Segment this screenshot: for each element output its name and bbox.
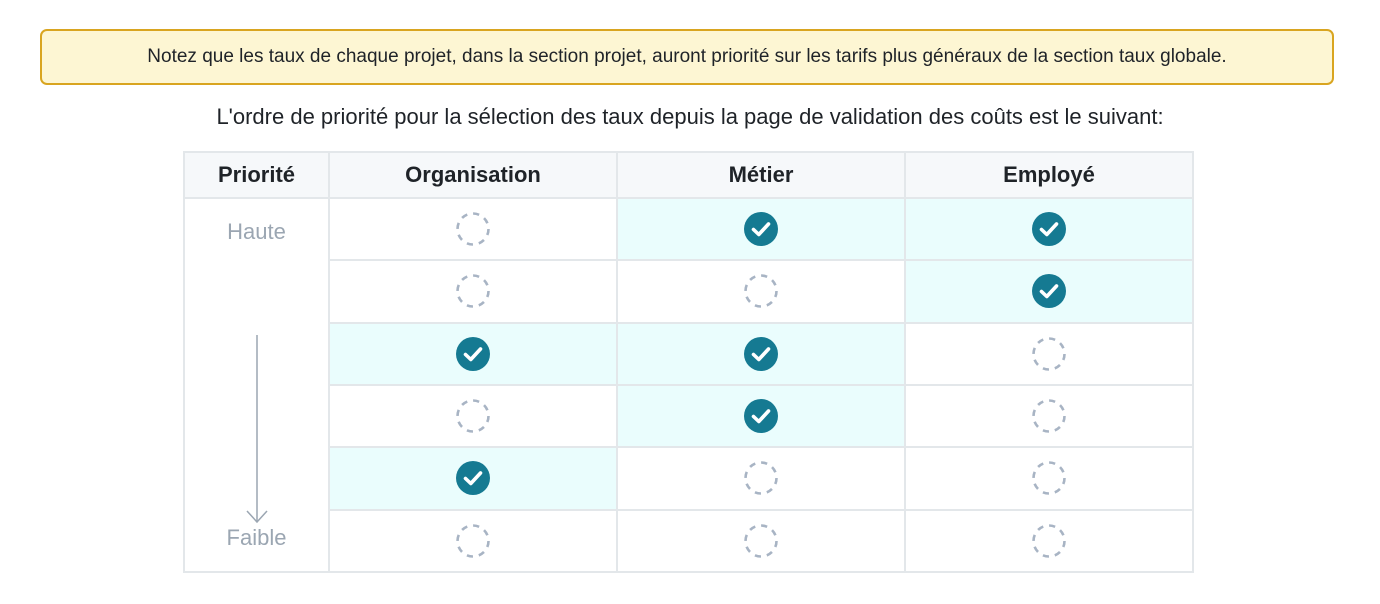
cell-employe (905, 447, 1193, 509)
header-priority: Priorité (184, 152, 329, 198)
cell-organisation (329, 447, 617, 509)
table-row (184, 510, 1193, 572)
dashed-circle-icon (743, 460, 779, 496)
table-row (184, 385, 1193, 447)
cell-metier (617, 385, 905, 447)
intro-text: L'ordre de priorité pour la sélection des taux depuis la page de validation des coûts est le suivant: (216, 104, 1164, 129)
cell-employe (905, 385, 1193, 447)
cell-metier (617, 447, 905, 509)
rate-priority-table (183, 151, 1194, 573)
cell-organisation (329, 385, 617, 447)
cell-employe (905, 198, 1193, 260)
notice-text: Notez que les taux de chaque projet, dans la section projet, auront priorité sur les tarifs plus généraux de la section taux globale. (147, 46, 1227, 67)
cell-metier (617, 198, 905, 260)
check-circle-icon (455, 336, 491, 372)
cell-employe (905, 260, 1193, 322)
dashed-circle-icon (455, 523, 491, 559)
table-row (184, 260, 1193, 322)
priority-column (184, 198, 329, 572)
header-employe: Employé (905, 152, 1193, 198)
arrow-down-icon (185, 335, 328, 525)
check-circle-icon (1031, 273, 1067, 309)
dashed-circle-icon (1031, 336, 1067, 372)
cell-organisation (329, 510, 617, 572)
cell-organisation (329, 323, 617, 385)
check-circle-icon (1031, 211, 1067, 247)
cell-metier (617, 510, 905, 572)
dashed-circle-icon (455, 211, 491, 247)
cell-organisation (329, 260, 617, 322)
cell-metier (617, 260, 905, 322)
header-organisation: Organisation (329, 152, 617, 198)
dashed-circle-icon (743, 273, 779, 309)
header-metier: Métier (617, 152, 905, 198)
priority-notice (40, 29, 1334, 85)
dashed-circle-icon (743, 523, 779, 559)
table-row (184, 198, 1193, 260)
cell-employe (905, 323, 1193, 385)
dashed-circle-icon (1031, 460, 1067, 496)
dashed-circle-icon (455, 273, 491, 309)
cell-metier (617, 323, 905, 385)
dashed-circle-icon (1031, 398, 1067, 434)
dashed-circle-icon (1031, 523, 1067, 559)
priority-high-label: Haute (227, 219, 286, 244)
table-row (184, 323, 1193, 385)
check-circle-icon (743, 398, 779, 434)
check-circle-icon (455, 460, 491, 496)
cell-organisation (329, 198, 617, 260)
dashed-circle-icon (455, 398, 491, 434)
cell-employe (905, 510, 1193, 572)
priority-low-label: Faible (226, 525, 287, 550)
check-circle-icon (743, 336, 779, 372)
table-row (184, 447, 1193, 509)
table-header-row (184, 152, 1193, 198)
check-circle-icon (743, 211, 779, 247)
